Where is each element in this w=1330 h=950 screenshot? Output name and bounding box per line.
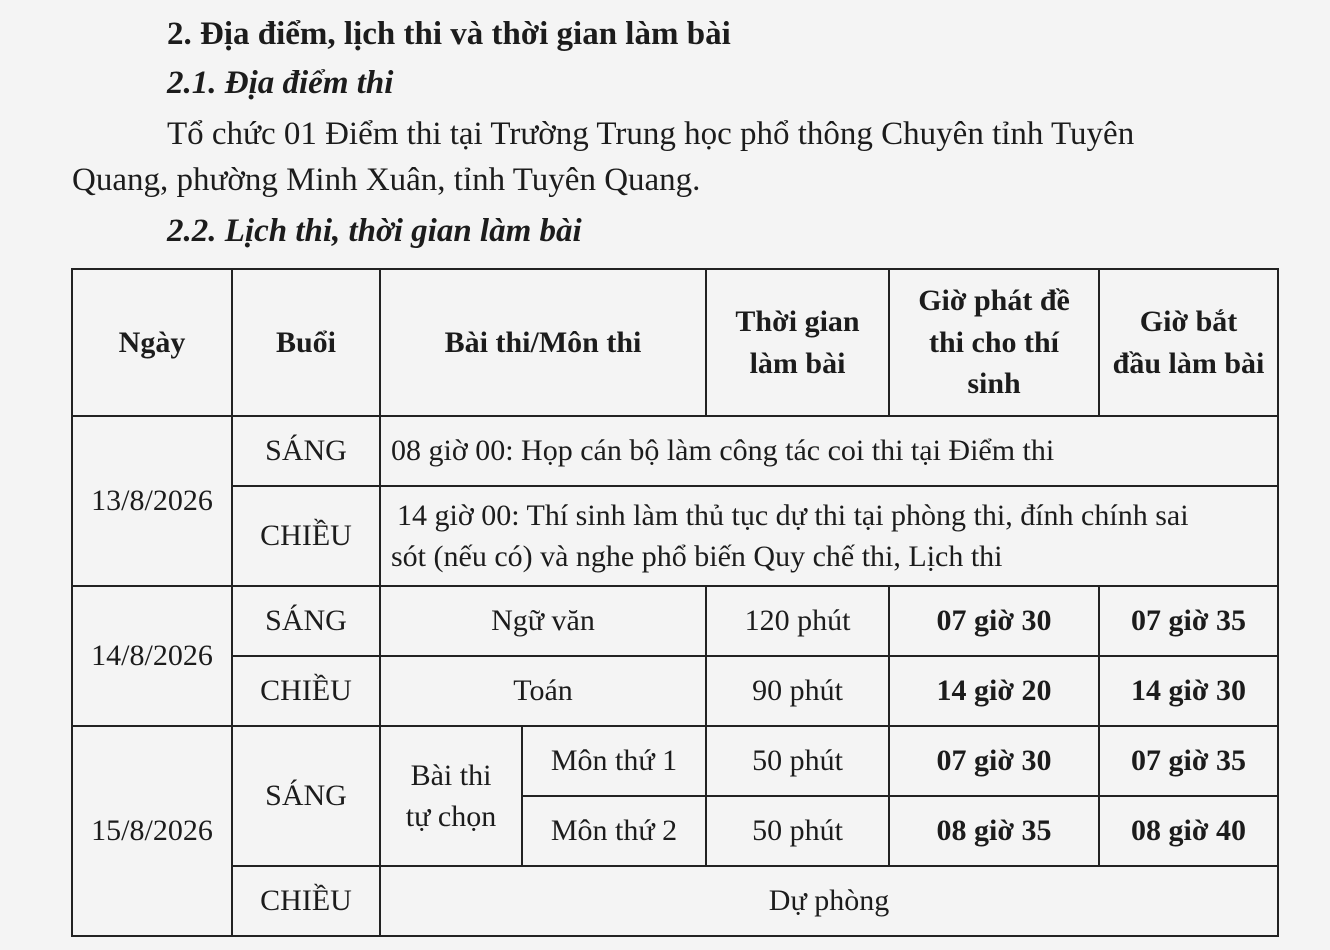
elective-line2: tự chọn <box>405 800 497 833</box>
date-cell: 15/8/2026 <box>72 726 232 936</box>
start-time-cell: 08 giờ 40 <box>1099 796 1278 866</box>
note-cell: Dự phòng <box>380 866 1278 936</box>
table-row <box>72 866 1278 936</box>
duration-cell: 90 phút <box>706 656 889 726</box>
subject-cell: Toán <box>380 656 706 726</box>
subheading-schedule: 2.2. Lịch thi, thời gian làm bài <box>167 213 582 249</box>
note-cell: 08 giờ 00: Họp cán bộ làm công tác coi thi tại Điểm thi <box>380 416 1278 486</box>
header-session: Buổi <box>232 269 380 416</box>
subject-cell: Môn thứ 1 <box>522 726 706 796</box>
session-cell: CHIỀU <box>232 866 380 936</box>
note-cell <box>380 486 1278 586</box>
header-start-line1: Giờ bắt <box>1139 305 1238 339</box>
header-subject: Bài thi/Môn thi <box>380 269 706 416</box>
header-duration <box>706 269 889 416</box>
session-cell: CHIỀU <box>232 656 380 726</box>
elective-cell <box>380 726 522 866</box>
header-duration-line2: làm bài <box>749 346 846 380</box>
issue-time-cell: 07 giờ 30 <box>889 726 1099 796</box>
location-paragraph-line1: Tổ chức 01 Điểm thi tại Trường Trung học phổ thông Chuyên tỉnh Tuyên <box>167 116 1135 152</box>
section-heading: 2. Địa điểm, lịch thi và thời gian làm bài <box>167 16 731 52</box>
table-row <box>72 486 1278 586</box>
session-cell: SÁNG <box>232 416 380 486</box>
elective-line1: Bài thi <box>410 758 492 792</box>
start-time-cell: 14 giờ 30 <box>1099 656 1278 726</box>
note-line1: 14 giờ 00: Thí sinh làm thủ tục dự thi tại phòng thi, đính chính sai <box>397 498 1189 532</box>
header-issue-time <box>889 269 1099 416</box>
header-date: Ngày <box>72 269 232 416</box>
table-header-row <box>72 269 1278 416</box>
header-issue-line2: thi cho thí <box>929 325 1060 359</box>
header-issue-line1: Giờ phát đề <box>918 284 1070 318</box>
header-duration-line1: Thời gian <box>735 305 860 339</box>
duration-cell: 120 phút <box>706 586 889 656</box>
session-cell: SÁNG <box>232 726 380 866</box>
subject-cell: Ngữ văn <box>380 586 706 656</box>
exam-schedule-table <box>71 268 1279 937</box>
session-cell: SÁNG <box>232 586 380 656</box>
start-time-cell: 07 giờ 35 <box>1099 586 1278 656</box>
table-row <box>72 416 1278 486</box>
date-cell: 14/8/2026 <box>72 586 232 726</box>
note-line2: sót (nếu có) và nghe phổ biến Quy chế thi, Lịch thi <box>391 540 1003 573</box>
subheading-location: 2.1. Địa điểm thi <box>167 65 394 101</box>
duration-cell: 50 phút <box>706 726 889 796</box>
issue-time-cell: 14 giờ 20 <box>889 656 1099 726</box>
session-cell: CHIỀU <box>232 486 380 586</box>
header-start-line2: đầu làm bài <box>1112 346 1265 380</box>
duration-cell: 50 phút <box>706 796 889 866</box>
issue-time-cell: 07 giờ 30 <box>889 586 1099 656</box>
table-row <box>72 586 1278 656</box>
table-row <box>72 726 1278 796</box>
header-start-time <box>1099 269 1278 416</box>
subject-cell: Môn thứ 2 <box>522 796 706 866</box>
start-time-cell: 07 giờ 35 <box>1099 726 1278 796</box>
header-issue-line3: sinh <box>967 367 1021 401</box>
date-cell: 13/8/2026 <box>72 416 232 586</box>
issue-time-cell: 08 giờ 35 <box>889 796 1099 866</box>
table-row <box>72 656 1278 726</box>
location-paragraph-line2: Quang, phường Minh Xuân, tỉnh Tuyên Quang. <box>72 162 701 198</box>
